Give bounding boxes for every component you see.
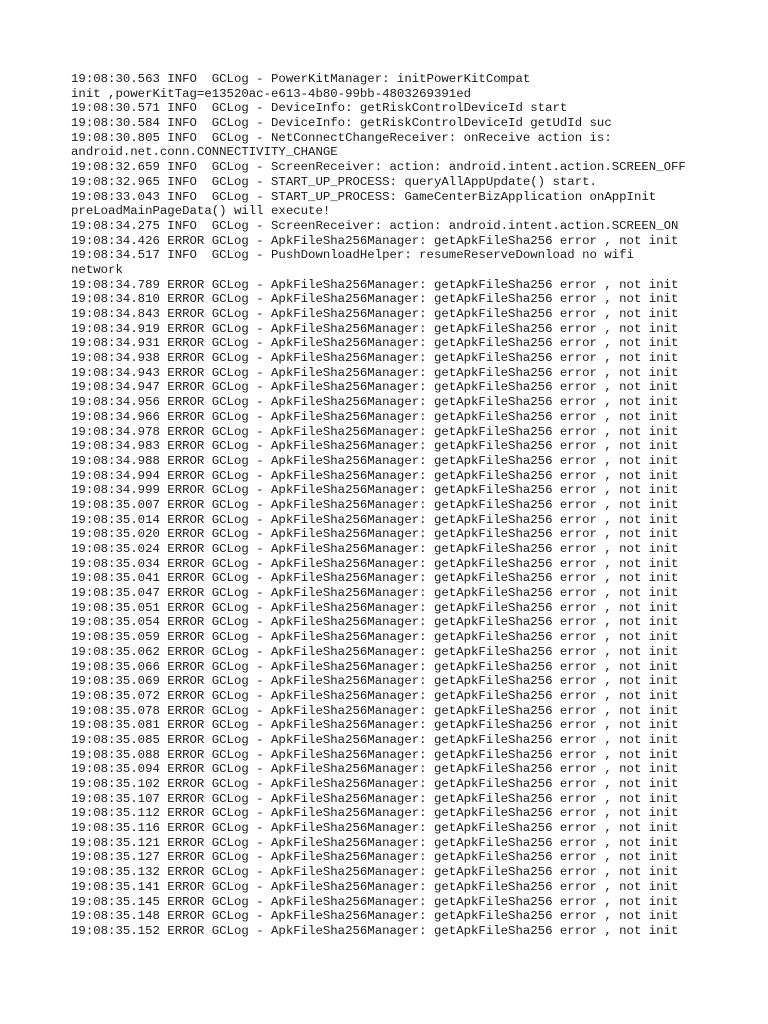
log-line: 19:08:35.047 ERROR GCLog - ApkFileSha256Manager: getApkFileSha256 error , not init — [71, 586, 679, 601]
log-line: 19:08:34.810 ERROR GCLog - ApkFileSha256Manager: getApkFileSha256 error , not init — [71, 292, 679, 307]
log-line: 19:08:32.659 INFO GCLog - ScreenReceiver: action: android.intent.action.SCREEN_OFF — [71, 160, 686, 175]
log-line: 19:08:30.563 INFO GCLog - PowerKitManager: initPowerKitCompat — [71, 72, 531, 86]
log-line: 19:08:34.275 INFO GCLog - ScreenReceiver: action: android.intent.action.SCREEN_ON — [71, 218, 679, 233]
log-line: 19:08:34.426 ERROR GCLog - ApkFileSha256Manager: getApkFileSha256 error , not init — [71, 233, 679, 248]
log-line: init ,powerKitTag=e13520ac-e613-4b80-99bb-4803269391ed — [71, 86, 472, 101]
log-line: 19:08:35.121 ERROR GCLog - ApkFileSha256Manager: getApkFileSha256 error , not init — [71, 835, 679, 850]
log-text-block — [71, 72, 751, 939]
log-line: 19:08:34.994 ERROR GCLog - ApkFileSha256Manager: getApkFileSha256 error , not init — [71, 468, 679, 483]
log-line: 19:08:35.107 ERROR GCLog - ApkFileSha256Manager: getApkFileSha256 error , not init — [71, 791, 679, 806]
log-line: 19:08:35.062 ERROR GCLog - ApkFileSha256Manager: getApkFileSha256 error , not init — [71, 644, 679, 659]
log-line: network — [71, 262, 123, 277]
log-line: 19:08:35.085 ERROR GCLog - ApkFileSha256Manager: getApkFileSha256 error , not init — [71, 732, 679, 747]
log-line: 19:08:35.078 ERROR GCLog - ApkFileSha256Manager: getApkFileSha256 error , not init — [71, 703, 679, 718]
log-line: 19:08:35.088 ERROR GCLog - ApkFileSha256Manager: getApkFileSha256 error , not init — [71, 747, 679, 762]
log-line: 19:08:34.978 ERROR GCLog - ApkFileSha256Manager: getApkFileSha256 error , not init — [71, 424, 679, 439]
log-line: 19:08:34.789 ERROR GCLog - ApkFileSha256Manager: getApkFileSha256 error , not init — [71, 277, 679, 292]
log-line: 19:08:35.141 ERROR GCLog - ApkFileSha256Manager: getApkFileSha256 error , not init — [71, 879, 679, 894]
log-line: 19:08:35.112 ERROR GCLog - ApkFileSha256Manager: getApkFileSha256 error , not init — [71, 806, 679, 821]
log-line: 19:08:35.066 ERROR GCLog - ApkFileSha256Manager: getApkFileSha256 error , not init — [71, 659, 679, 674]
log-line: preLoadMainPageData() will execute! — [71, 204, 331, 219]
log-line: 19:08:35.069 ERROR GCLog - ApkFileSha256Manager: getApkFileSha256 error , not init — [71, 674, 679, 689]
log-line: 19:08:35.024 ERROR GCLog - ApkFileSha256Manager: getApkFileSha256 error , not init — [71, 542, 679, 556]
log-line: 19:08:35.094 ERROR GCLog - ApkFileSha256Manager: getApkFileSha256 error , not init — [71, 762, 679, 777]
log-line: 19:08:35.102 ERROR GCLog - ApkFileSha256Manager: getApkFileSha256 error , not init — [71, 777, 679, 791]
log-line: 19:08:30.584 INFO GCLog - DeviceInfo: getRiskControlDeviceId getUdId suc — [71, 116, 612, 131]
log-line: 19:08:34.919 ERROR GCLog - ApkFileSha256Manager: getApkFileSha256 error , not init — [71, 321, 679, 336]
log-line: 19:08:35.072 ERROR GCLog - ApkFileSha256Manager: getApkFileSha256 error , not init — [71, 688, 679, 703]
log-line: 19:08:35.127 ERROR GCLog - ApkFileSha256Manager: getApkFileSha256 error , not init — [71, 850, 679, 865]
log-line: 19:08:35.145 ERROR GCLog - ApkFileSha256Manager: getApkFileSha256 error , not init — [71, 894, 679, 909]
log-line: 19:08:35.132 ERROR GCLog - ApkFileSha256Manager: getApkFileSha256 error , not init — [71, 865, 679, 880]
log-line: 19:08:35.054 ERROR GCLog - ApkFileSha256Manager: getApkFileSha256 error , not init — [71, 615, 679, 630]
log-line: android.net.conn.CONNECTIVITY_CHANGE — [71, 145, 338, 160]
log-line: 19:08:32.965 INFO GCLog - START_UP_PROCESS: queryAllAppUpdate() start. — [71, 174, 597, 189]
log-line: 19:08:30.571 INFO GCLog - DeviceInfo: getRiskControlDeviceId start — [71, 101, 568, 116]
log-line: 19:08:35.152 ERROR GCLog - ApkFileSha256Manager: getApkFileSha256 error , not init — [71, 923, 679, 938]
log-line: 19:08:34.956 ERROR GCLog - ApkFileSha256Manager: getApkFileSha256 error , not init — [71, 395, 679, 410]
log-line: 19:08:34.943 ERROR GCLog - ApkFileSha256Manager: getApkFileSha256 error , not init — [71, 365, 679, 380]
log-line: 19:08:35.081 ERROR GCLog - ApkFileSha256Manager: getApkFileSha256 error , not init — [71, 718, 679, 733]
log-line: 19:08:34.938 ERROR GCLog - ApkFileSha256Manager: getApkFileSha256 error , not init — [71, 351, 679, 366]
log-line: 19:08:34.931 ERROR GCLog - ApkFileSha256Manager: getApkFileSha256 error , not init — [71, 336, 679, 351]
log-line: 19:08:34.988 ERROR GCLog - ApkFileSha256Manager: getApkFileSha256 error , not init — [71, 453, 679, 468]
log-line: 19:08:34.983 ERROR GCLog - ApkFileSha256Manager: getApkFileSha256 error , not init — [71, 439, 679, 454]
log-line: 19:08:35.034 ERROR GCLog - ApkFileSha256Manager: getApkFileSha256 error , not init — [71, 556, 679, 571]
log-line: 19:08:35.059 ERROR GCLog - ApkFileSha256Manager: getApkFileSha256 error , not init — [71, 630, 679, 645]
log-line: 19:08:35.148 ERROR GCLog - ApkFileSha256Manager: getApkFileSha256 error , not init — [71, 909, 679, 924]
log-line: 19:08:35.116 ERROR GCLog - ApkFileSha256Manager: getApkFileSha256 error , not init — [71, 821, 679, 836]
log-line: 19:08:34.999 ERROR GCLog - ApkFileSha256Manager: getApkFileSha256 error , not init — [71, 483, 679, 498]
log-line: 19:08:35.020 ERROR GCLog - ApkFileSha256Manager: getApkFileSha256 error , not init — [71, 527, 679, 542]
log-line: 19:08:35.041 ERROR GCLog - ApkFileSha256Manager: getApkFileSha256 error , not init — [71, 571, 679, 586]
log-line: 19:08:35.051 ERROR GCLog - ApkFileSha256Manager: getApkFileSha256 error , not init — [71, 600, 679, 615]
log-line: 19:08:34.517 INFO GCLog - PushDownloadHelper: resumeReserveDownload no wifi — [71, 248, 634, 263]
log-line: 19:08:34.966 ERROR GCLog - ApkFileSha256Manager: getApkFileSha256 error , not init — [71, 409, 679, 424]
log-line: 19:08:35.014 ERROR GCLog - ApkFileSha256Manager: getApkFileSha256 error , not init — [71, 512, 679, 527]
log-line: 19:08:34.843 ERROR GCLog - ApkFileSha256Manager: getApkFileSha256 error , not init — [71, 307, 679, 321]
log-line: 19:08:34.947 ERROR GCLog - ApkFileSha256Manager: getApkFileSha256 error , not init — [71, 380, 679, 395]
log-line: 19:08:35.007 ERROR GCLog - ApkFileSha256Manager: getApkFileSha256 error , not init — [71, 497, 679, 512]
log-line: 19:08:30.805 INFO GCLog - NetConnectChangeReceiver: onReceive action is: — [71, 130, 612, 145]
log-line: 19:08:33.043 INFO GCLog - START_UP_PROCESS: GameCenterBizApplication onAppInit — [71, 189, 657, 204]
